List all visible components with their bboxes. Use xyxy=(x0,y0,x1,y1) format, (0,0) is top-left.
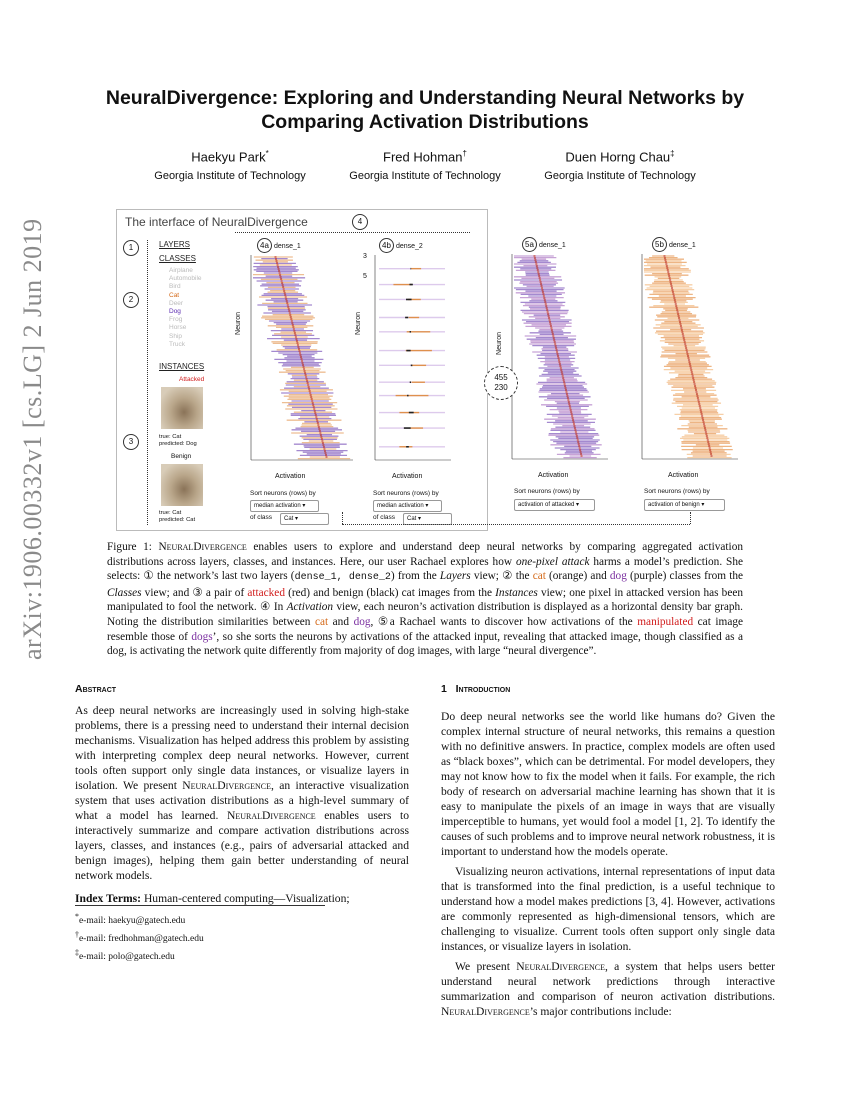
panel-5b-sort-value: activation of benign xyxy=(648,502,700,508)
panel-4b-tick-5: 5 xyxy=(363,273,367,280)
intro-text: , a system that helps users better understand neural network predictions through interactive summarization and comparison of neuron activation distributions. xyxy=(441,960,776,1003)
caption-dog: dog xyxy=(353,615,371,628)
figure-caption xyxy=(107,540,743,659)
intro-paragraph-1: Do deep neural networks see the world like humans do? Given the complex internal structure of neural networks, this remains a question with no definitive answers. In practice, complex models are often used as “black boxes”, which can be detrimental. For model developers, they may not know how to fix the model when it fails. For example, the rich body of research on adversarial machine learning has shown that it is easy to manipulate the pixels of an image in ways that are visually imperceptible to humans, yet would fool a model [1, 2]. To identify the causes of such problems and to improve neural network robustness, it is important to understand how the models operate. xyxy=(441,710,775,858)
panel-4a-of-class: of class xyxy=(250,514,273,521)
interface-figure xyxy=(116,209,488,531)
layers-label[interactable]: LAYERS xyxy=(159,240,190,249)
author-2 xyxy=(325,146,525,184)
panel-5b-badge: 5b xyxy=(652,237,667,252)
author-1 xyxy=(130,146,330,184)
caption-text: ) from the xyxy=(390,570,440,583)
caption-lead: Figure 1: xyxy=(107,541,159,553)
caption-code: dense_1, dense_2 xyxy=(294,572,391,584)
footnote-text: e-mail: haekyu@gatech.edu xyxy=(78,916,186,927)
benign-true: true: Cat xyxy=(159,510,182,516)
intro-text: ’s major contributions include: xyxy=(529,1005,672,1018)
panel-4a-name: dense_1 xyxy=(273,243,301,250)
panel-5a-sort-value: activation of attacked xyxy=(518,502,575,508)
panel-5a-density xyxy=(514,256,602,458)
class-truck[interactable]: Truck xyxy=(169,340,186,348)
class-frog[interactable]: Frog xyxy=(169,316,183,324)
panel-5a-plot xyxy=(510,254,610,464)
panel-5b-sort-label: Sort neurons (rows) by xyxy=(644,488,710,495)
caption-italic: Activation xyxy=(286,601,334,614)
footnote-mark: † xyxy=(75,930,79,940)
circle-label-2: 2 xyxy=(123,292,139,308)
attacked-label: Attacked xyxy=(179,376,205,383)
intro-number: 1 xyxy=(441,683,447,695)
attacked-caption xyxy=(159,434,197,448)
panel-4a-sort-value: median activation xyxy=(254,503,301,509)
panel-5a-header xyxy=(522,237,566,252)
panel-4b-of-class: of class xyxy=(373,514,396,521)
footnote-mark: ‡ xyxy=(75,948,79,958)
panel-4b-header xyxy=(379,238,423,253)
abstract-body xyxy=(75,703,409,883)
class-cat[interactable]: Cat xyxy=(169,291,180,299)
circle-label-3: 3 xyxy=(123,434,139,450)
title-line-2: Comparing Activation Distributions xyxy=(261,111,589,133)
panel-4a-xlabel: Activation xyxy=(275,473,306,480)
panel-4b-sort-select[interactable]: median activation ▾ xyxy=(373,500,442,512)
panel-5b-header xyxy=(652,237,696,252)
panel-4b-density xyxy=(379,269,445,447)
class-deer[interactable]: Deer xyxy=(169,299,184,307)
callout-230: 230 xyxy=(494,383,508,392)
panel-4b-ylabel: Neuron xyxy=(354,312,362,335)
panel-5b-sort-select[interactable]: activation of benign ▾ xyxy=(644,499,725,511)
paper-title xyxy=(60,86,790,134)
footnote-text: e-mail: fredhohman@gatech.edu xyxy=(78,934,204,945)
panel-4a-header xyxy=(257,238,301,253)
figure-title: The interface of NeuralDivergence xyxy=(125,215,308,229)
class-automobile[interactable]: Automobile xyxy=(169,275,202,283)
caption-text: view; and ③ a pair of xyxy=(141,586,248,599)
intro-text: We present xyxy=(455,960,517,973)
introduction-section xyxy=(441,682,775,1019)
footnote-3 xyxy=(75,946,204,964)
class-dog[interactable]: Dog xyxy=(169,308,181,316)
index-terms-label: Index Terms: xyxy=(75,892,142,905)
benign-label: Benign xyxy=(171,453,192,460)
panel-5b-density xyxy=(644,256,733,458)
neuron-callout xyxy=(484,366,518,400)
caption-italic: Classes xyxy=(107,586,142,599)
caption-text: (orange) and xyxy=(545,570,610,583)
abstract-section xyxy=(75,682,409,906)
panel-4a-plot xyxy=(249,255,355,465)
classes-label[interactable]: CLASSES xyxy=(159,254,196,263)
class-ship[interactable]: Ship xyxy=(169,332,183,340)
panel-4a-badge: 4a xyxy=(257,238,272,253)
caption-text: harms a model’s prediction. She selects: ① the network’s last two layers ( xyxy=(107,555,743,583)
class-airplane[interactable]: Airplane xyxy=(169,267,193,274)
footnote-2 xyxy=(75,928,204,946)
caption-text: and xyxy=(328,615,354,628)
caption-text: view; one pixel in attacked version has been manipulated to fool the network. ④ In xyxy=(107,586,743,614)
panel-5b-xlabel: Activation xyxy=(668,472,699,479)
panel-5a-ylabel: Neuron xyxy=(495,332,503,355)
circle-label-1: 1 xyxy=(123,240,139,256)
caption-text: cat image resemble those of xyxy=(107,615,744,643)
panel-5a-sort-label: Sort neurons (rows) by xyxy=(514,488,580,495)
class-list xyxy=(169,267,202,349)
panel-5a-badge: 5a xyxy=(522,237,537,252)
panel-4b-sort-value: median activation xyxy=(377,503,424,509)
intro-paragraph-2: Visualizing neuron activations, internal representations of input data that is transformed into the final prediction, is a useful technique to understand how a model makes predictions [3, 4]. However, activations are commonly represented as high-dimensional tensors, which are challenging to visualize. Current tools often support only single data instances, or visualize layers in isolation. xyxy=(441,865,775,953)
panel-4b-xlabel: Activation xyxy=(392,473,423,480)
author-3 xyxy=(520,146,720,184)
caption-text: (purple) classes from the xyxy=(626,570,744,583)
caption-system-name: NeuralDivergence xyxy=(158,541,247,553)
intro-system-name: NeuralDivergence xyxy=(441,1005,530,1018)
caption-text: view, each neuron’s activation distribution is displayed as a horizontal density bar graph. Noting the distribution similarities between xyxy=(107,601,743,628)
intro-paragraph-3 xyxy=(441,959,775,1019)
author-mark: ‡ xyxy=(670,149,675,158)
caption-manipulated: manipulated xyxy=(637,615,694,628)
caption-text: (red) and benign (black) cat images from the xyxy=(284,586,496,599)
panel-5a-xlabel: Activation xyxy=(538,472,569,479)
caption-attacked: attacked xyxy=(247,586,285,599)
footnote-mark: * xyxy=(75,912,79,921)
index-terms-text: Human-centered computing—Visualization; xyxy=(143,892,350,905)
panel-4a-sort-label: Sort neurons (rows) by xyxy=(250,490,316,497)
footnote-text: e-mail: polo@gatech.edu xyxy=(78,952,175,963)
panel-5a-name: dense_1 xyxy=(538,242,566,249)
panel-5b-name: dense_1 xyxy=(668,242,696,249)
caption-italic: Instances xyxy=(495,586,538,599)
footnote-rule xyxy=(75,905,325,906)
title-line-1: NeuralDivergence: Exploring and Understanding Neural Networks by xyxy=(105,87,745,109)
panel-4b-sort-label: Sort neurons (rows) by xyxy=(373,490,439,497)
attacked-true: true: Cat xyxy=(159,434,182,440)
arxiv-identifier: arXiv:1906.00332v1 [cs.LG] 2 Jun 2019 xyxy=(18,218,47,660)
author-affiliation: Georgia Institute of Technology xyxy=(154,170,306,183)
connector-5-left xyxy=(342,512,343,524)
panel-4a-class-select[interactable]: Cat ▾ xyxy=(280,513,329,525)
caption-cat: cat xyxy=(314,615,329,628)
intro-heading xyxy=(441,682,775,697)
caption-italic: one-pixel attack xyxy=(515,555,590,568)
connector-5 xyxy=(342,524,690,525)
class-bird[interactable]: Bird xyxy=(169,283,181,291)
author-mark: † xyxy=(462,149,467,158)
panel-4b-badge: 4b xyxy=(379,238,394,253)
panel-4a-sort-select[interactable]: median activation ▾ xyxy=(250,500,319,512)
caption-dogs: dogs xyxy=(191,630,213,643)
panel-4b-plot xyxy=(373,255,453,465)
author-name: Haekyu Park xyxy=(191,149,266,165)
author-name: Fred Hohman xyxy=(383,149,463,165)
panel-4b-class-select[interactable]: Cat ▾ xyxy=(403,513,452,525)
caption-text: enables users to explore and understand deep neural networks by comparing aggregated activation distributions across layers, classes, and instances. Here, our user Rachael explores how xyxy=(107,541,743,568)
attacked-predicted: predicted: Dog xyxy=(159,441,197,447)
caption-dog: dog xyxy=(609,570,627,583)
callout-455: 455 xyxy=(494,373,508,382)
panel-4a-class-value: Cat xyxy=(284,516,294,522)
panel-5b-plot xyxy=(640,254,740,464)
abstract-system-name: NeuralDivergence xyxy=(182,779,271,792)
benign-predicted: predicted: Cat xyxy=(159,517,196,523)
author-name: Duen Horng Chau xyxy=(565,149,671,165)
benign-cat-image[interactable] xyxy=(161,464,203,506)
connector-4 xyxy=(235,232,470,233)
caption-text: ’, so she sorts the neurons by activations of the attacked input, revealing that attacked image, though classified as a dog, is activating the network quite differently from majority of dog images, with large “neural divergence”. xyxy=(107,630,744,658)
panel-4b-name: dense_2 xyxy=(395,243,423,250)
abstract-text: As deep neural networks are increasingly used in solving high-stake problems, there is a pressing need to understand their internal decision mechanisms. Visualization has helped address this problem by assisting with interpreting complex deep neural networks. However, current tools often support only single data instances, or visualize layers in isolation. We present xyxy=(75,704,409,792)
footnotes xyxy=(75,910,204,964)
index-terms xyxy=(75,891,409,906)
panel-4b-class-value: Cat xyxy=(407,516,417,522)
author-mark: * xyxy=(265,149,269,158)
caption-text: view; ② the xyxy=(470,570,533,583)
caption-italic: Layers xyxy=(439,570,471,583)
panel-4b-tick-3: 3 xyxy=(363,253,367,260)
abstract-heading: Abstract xyxy=(75,683,117,695)
caption-text: , ⑤a Rachael wants to discover how activations of the xyxy=(370,615,638,628)
caption-cat: cat xyxy=(532,570,546,583)
panel-4a-ylabel: Neuron xyxy=(234,312,242,335)
class-horse[interactable]: Horse xyxy=(169,324,187,332)
abstract-text: enables users to interactively summarize and compare activation distributions across layers, classes, and instances (e.g., pairs of adversarial attacked and benign images), helping them gain better understanding of neural network models. xyxy=(75,809,410,882)
arxiv-sidebar xyxy=(18,218,48,660)
intro-title: Introduction xyxy=(455,683,511,695)
guide-line xyxy=(147,240,148,525)
connector-5-right xyxy=(690,512,691,524)
instances-label[interactable]: INSTANCES xyxy=(159,362,205,371)
author-affiliation: Georgia Institute of Technology xyxy=(544,170,696,183)
abstract-text: , an interactive visualization system that uses activation distributions as a high-level summary of what a model has learned. xyxy=(75,779,409,822)
attacked-cat-image[interactable] xyxy=(161,387,203,429)
footnote-1 xyxy=(75,910,204,928)
benign-caption xyxy=(159,510,195,524)
intro-system-name: NeuralDivergence xyxy=(516,960,605,973)
abstract-system-name: NeuralDivergence xyxy=(226,809,316,822)
circle-label-4: 4 xyxy=(352,214,368,230)
panel-5a-sort-select[interactable]: activation of attacked ▾ xyxy=(514,499,595,511)
author-affiliation: Georgia Institute of Technology xyxy=(349,170,501,183)
